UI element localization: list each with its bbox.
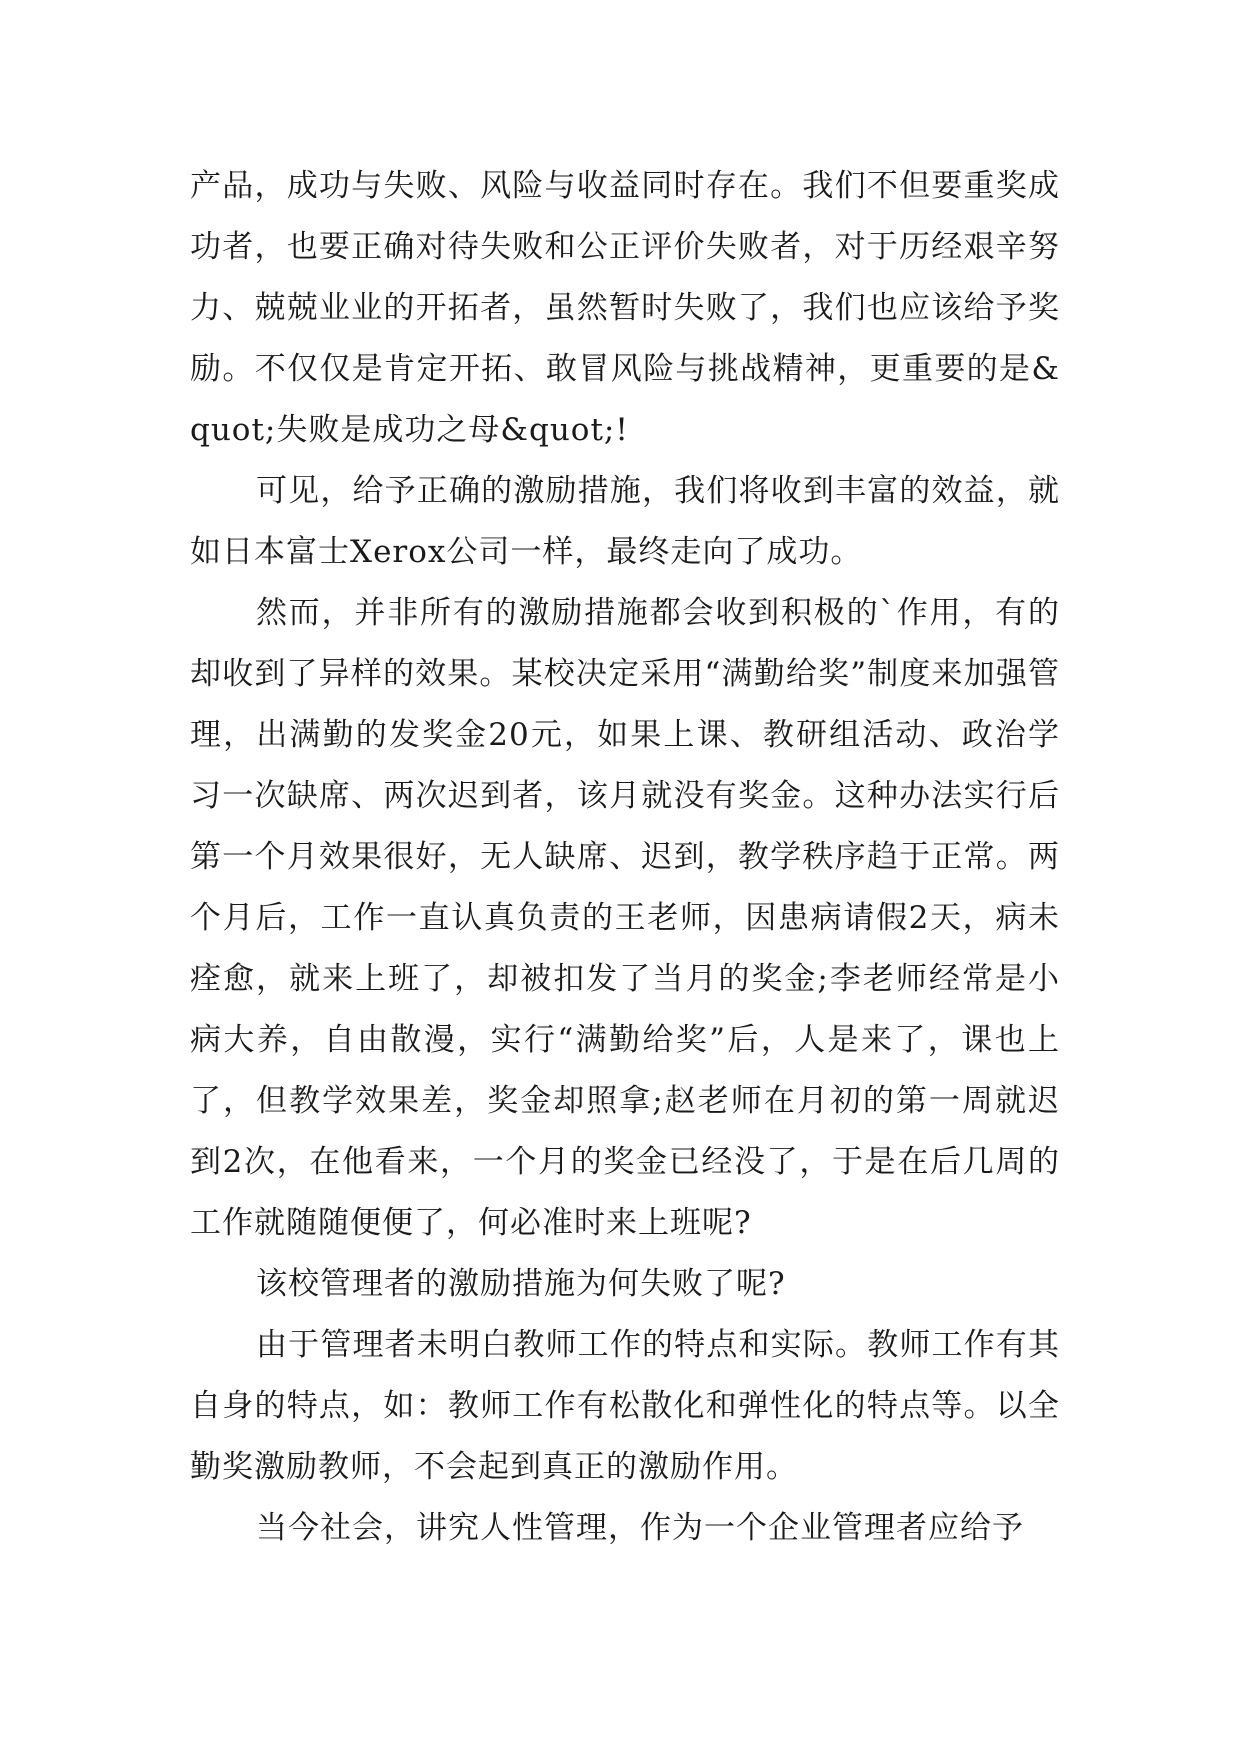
paragraph-1: 产品，成功与失败、风险与收益同时存在。我们不但要重奖成功者，也要正确对待失败和公正评价失败者，对于历经艰辛努力、兢兢业业的开拓者，虽然暂时失败了，我们也应该给予奖励。不仅仅是肯定开拓、敢冒风险与挑战精神，更重要的是&quot;失败是成功之母&quot;! [190,168,1060,448]
paragraph-5: 由于管理者未明白教师工作的特点和实际。教师工作有其自身的特点，如：教师工作有松散化和弹性化的特点等。以全勤奖激励教师，不会起到真正的激励作用。 [190,1327,1060,1485]
paragraph-6: 当今社会，讲究人性管理，作为一个企业管理者应给予 [256,1510,1024,1546]
document-body [190,156,1060,1559]
paragraph-4: 该校管理者的激励措施为何失败了呢? [256,1266,786,1302]
paragraph-2: 可见，给予正确的激励措施，我们将收到丰富的效益，就如日本富士Xerox公司一样，最终走向了成功。 [190,473,1060,570]
paragraph-3: 然而，并非所有的激励措施都会收到积极的`作用，有的却收到了异样的效果。某校决定采用“满勤给奖”制度来加强管理，出满勤的发奖金20元，如果上课、教研组活动、政治学习一次缺席、两次迟到者，该月就没有奖金。这种办法实行后第一个月效果很好，无人缺席、迟到，教学秩序趋于正常。两个月后，工作一直认真负责的王老师，因患病请假2天，病未痊愈，就来上班了，却被扣发了当月的奖金;李老师经常是小病大养，自由散漫，实行“满勤给奖”后，人是来了，课也上了，但教学效果差，奖金却照拿;赵老师在月初的第一周就迟到2次，在他看来，一个月的奖金已经没了，于是在后几周的工作就随随便便了，何必准时来上班呢? [190,595,1060,1241]
